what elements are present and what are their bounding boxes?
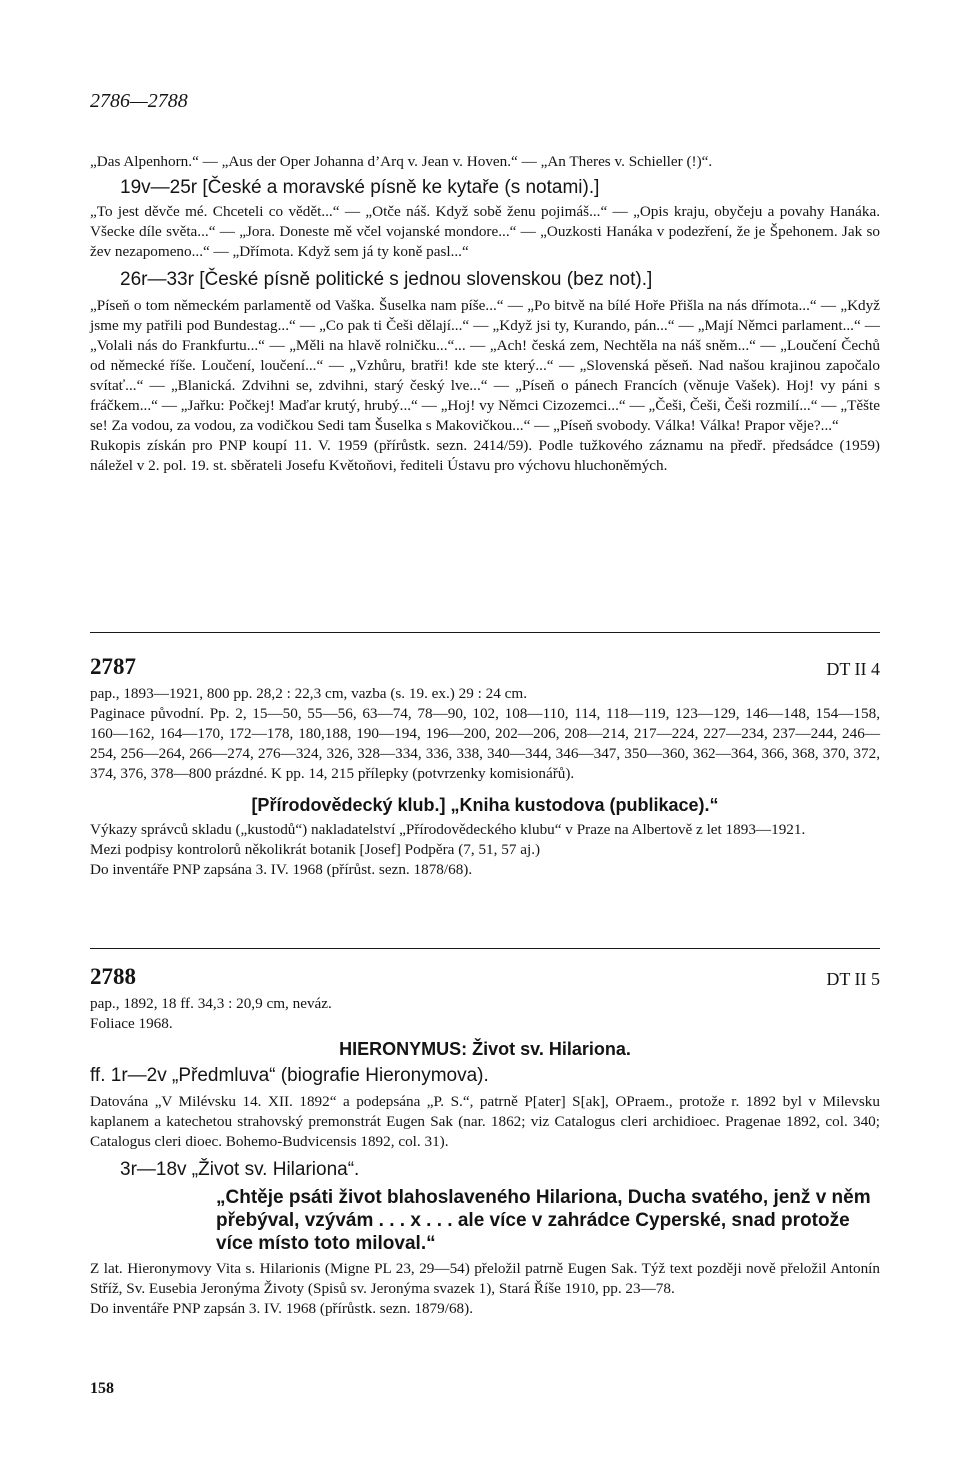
provenance-note: Rukopis získán pro PNP koupí 11. V. 1959 (přírůstk. sezn. 2414/59). Podle tužkového záznamu na předř. předsádce (1959) náležel v 2. pol. 19. st. sběrateli Josefu Květoňovi, řediteli Ústavu pro výchovu hluchoněmých. — [90, 437, 880, 474]
shelf-mark: DT II 5 — [826, 969, 880, 989]
entry-2788 — [90, 964, 880, 1319]
divider — [90, 948, 880, 949]
text-paragraph: Datována „V Milévsku 14. XII. 1892“ a podepsána „P. S.“, patrně P[ater] S[ak], OPraem., protože r. 1892 byl v Milevsku kaplanem a katechetou strahovský premonstrát Eugen Sak (nar. 1862; viz Catalogus cleri archidioec. Pragenae 1892, col. 340; Catalogus cleri dioec. Bohemo-Budvicensis 1892, col. 31). — [90, 1093, 880, 1150]
section-heading: 26r—33r [České písně politické s jednou slovenskou (bez not).] — [120, 269, 653, 290]
text-paragraph: „Das Alpenhorn.“ — „Aus der Oper Johanna d’Arq v. Jean v. Hoven.“ — „An Theres v. Schieller (!)“. — [90, 153, 713, 170]
inventory-note: Do inventáře PNP zapsána 3. IV. 1968 (přírůst. sezn. 1878/68). — [90, 861, 473, 878]
text-paragraph: Mezi podpisy kontrolorů několikrát botanik [Josef] Podpěra (7, 51, 57 aj.) — [90, 841, 541, 858]
inventory-note: Do inventáře PNP zapsán 3. IV. 1968 (přírůstk. sezn. 1879/68). — [90, 1300, 474, 1317]
section-heading: 19v—25r [České a moravské písně ke kytaře (s notami).] — [120, 177, 600, 198]
entry-number: 2787 — [90, 654, 136, 679]
pagination-note: Paginace původní. Pp. 2, 15—50, 55—56, 63—74, 78—90, 102, 108—110, 114, 118—119, 123—129, 146—148, 154—158, 160—162, 164—170, 172—178, 180,188, 190—194, 196—200, 202—206, 208—214, 217—224, 227—234, 237—244, 246—254, 256—264, 266—274, 276—324, 326, 328—334, 336, 338, 340—344, 346—347, 350—360, 362—364, 366, 368, 370, 372, 374, 376, 378—800 prázdné. K pp. 14, 215 přílepky (potvrzenky komisionářů). — [90, 705, 880, 782]
section-heading: ff. 1r—2v „Předmluva“ (biografie Hieronymova). — [90, 1065, 489, 1086]
entry-title: HIERONYMUS: Život sv. Hilariona. — [339, 1039, 631, 1059]
physical-description: pap., 1892, 18 ff. 34,3 : 20,9 cm, neváz. — [90, 995, 332, 1012]
divider — [90, 632, 880, 633]
incipit-quote: „Chtěje psáti život blahoslaveného Hilariona, Ducha svatého, jenž v něm přebýval, vzývám . . . x . . . ale více v zahrádce Cyperské, snad protože více místo toto miloval.“ — [216, 1187, 871, 1254]
section-heading: 3r—18v „Život sv. Hilariona“. — [120, 1159, 360, 1180]
foliation-note: Foliace 1968. — [90, 1015, 173, 1032]
entry-number: 2788 — [90, 964, 136, 989]
entry-2786 — [90, 152, 880, 476]
physical-description: pap., 1893—1921, 800 pp. 28,2 : 22,3 cm, vazba (s. 19. ex.) 29 : 24 cm. — [90, 685, 527, 702]
shelf-mark: DT II 4 — [826, 659, 880, 679]
page-number: 158 — [90, 1380, 114, 1397]
text-paragraph: Z lat. Hieronymovy Vita s. Hilarionis (Migne PL 23, 29—54) přeložil patrně Eugen Sak. Týž text později nově přeložil Antonín Stříž, Sv. Eusebia Jeronýma Životy (Spisů sv. Jeronýma svazek 1), Stará Říše 1910, pp. 23—78. — [90, 1260, 880, 1297]
text-paragraph: Výkazy správců skladu („kustodů“) nakladatelství „Přírodovědeckého klubu“ v Praze na Albertově z let 1893—1921. — [90, 821, 806, 838]
entry-2787 — [90, 654, 880, 880]
song-list: „Píseň o tom německém parlamentě od Vaška. Šuselka nam píše...“ — „Po bitvě na bílé Hoře Přišla na nás dřímota...“ — „Když jsme my patřili pod Bundestag...“ — „Co pak ti Češi dělají...“ — „Když jsi ty, Kurando, pán...“ — „Mají Němci parlament...“ — „Volali nás do Frankfurtu...“ — „Měli na hlavě rolničku...“... — „Ach! česká zem, Nechtěla na náš sněm...“ — „Loučení Čechů od německé říše. Loučení, loučení...“ — „Vzhůru, bratři! kde ste který...“ — „Slovenská pěseň. Nad našou krajinou započalo svítať...“ — „Blanická. Zdvihni se, zdvihni, starý český lve...“ — „Píseň o pánech Francích (věnuje Vašek). Hoj! vy páni s fráčkem...“ — „Jařku: Počkej! Maďar krutý, hrubý...“ — „Hoj! vy Němci Cizozemci...“ — „Češi, Češi, Češi rozmilí...“ — „Těšte se! Za vodou, za vodou, za vodičkou Sedi tam Šuselka s Makovičkou...“ — „Píseň svobody. Válka! Válka! Prapor věje?...“ — [90, 297, 880, 434]
running-header: 2786—2788 — [90, 90, 188, 112]
entry-title: [Přírodovědecký klub.] „Kniha kustodova (publikace).“ — [251, 795, 719, 815]
song-list: „To jest děvče mé. Chceteli co vědět...“ — „Otče náš. Když sobě ženu pojimáš...“ — „Opis kraju, obyčeju a povahy Hanáka. Všecke díle světa...“ — „Jora. Doneste mě včel vojanské mondore...“ — „Ouzkosti Hanáka v podezření, že je Špehonem. Jak so žev nezapomeno...“ — „Dřímota. Když sem já ty koně pasl...“ — [90, 203, 880, 260]
